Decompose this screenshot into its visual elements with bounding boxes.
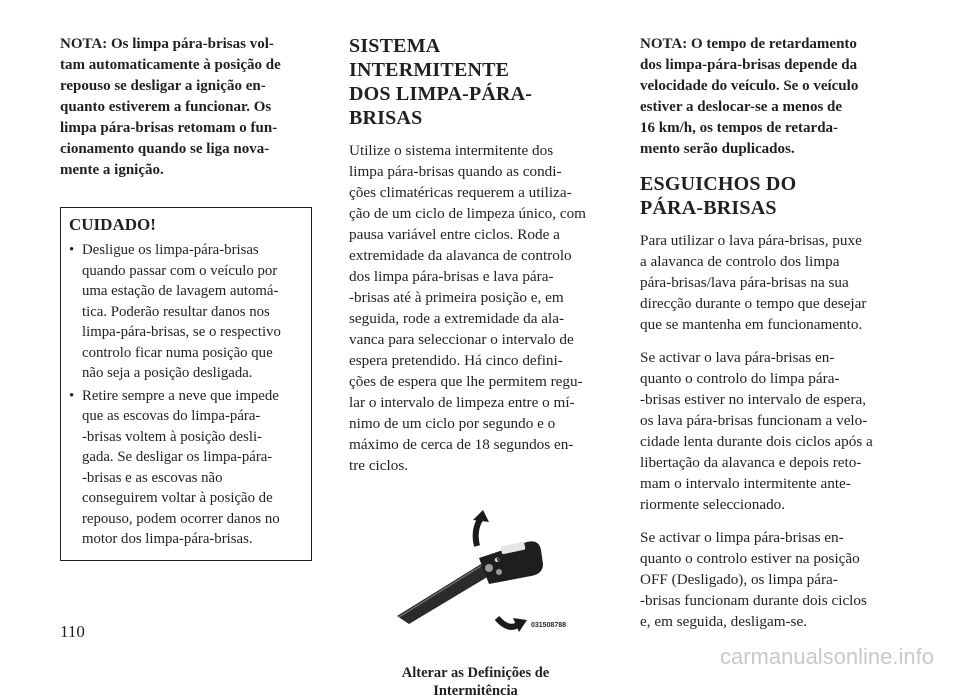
figure-code: 031508788 <box>531 622 567 629</box>
svg-text:◐: ◐ <box>493 555 501 564</box>
note-ignition: NOTA: Os limpa pára-brisas vol- tam automaticamente à posição de repouso se desligar a ignição en- quanto estiverem a funcionar. Os limpa pára-brisas retomam o fun- cionamento quando se liga nova- mente a ignição. <box>60 36 281 178</box>
watermark: carmanualsonline.info <box>719 644 934 669</box>
caution-item-text: Desligue os limpa-pára-brisas quando passar com o veículo por uma estação de lavagem automá- tica. Poderão resultar danos nos limpa-pára-brisas, se o respectivo controlo ficar numa posição que não seja a posição desligada. <box>82 242 281 381</box>
caution-item <box>67 240 305 384</box>
page-number: 110 <box>60 622 85 641</box>
caution-box <box>60 207 312 561</box>
middle-column <box>349 34 602 700</box>
section-heading-washers: ESGUICHOS DO PÁRA-BRISAS <box>640 173 797 219</box>
paragraph-intermittent: Utilize o sistema intermitente dos limpa pára-brisas quando as condi- ções climatéricas requerem a utiliza- ção de um ciclo de limpeza único, com pausa variável entre ciclos. Rode a extremidade da alavanca de controlo dos limpa pára-brisas e lava pára- -brisas até à primeira posição e, em seguida, rode a extremidade da ala- vanca para seleccionar o intervalo de espera pretendido. Há cinco defini- ções de espera que lhe permitem regu- lar o intervalo de limpeza entre o mí- nimo de um ciclo por segundo e o máximo de cerca de 18 segundos en- tre ciclos. <box>349 142 587 474</box>
right-column <box>640 34 896 644</box>
section-heading-intermittent: SISTEMA INTERMITENTE DOS LIMPA-PÁRA-BRISAS <box>349 35 533 129</box>
note-delay: NOTA: O tempo de retardamento dos limpa-pára-brisas depende da velocidade do veículo. Se o veículo estiver a deslocar-se a menos de 16 km/h, os tempos de retarda- mento serão duplicados. <box>640 36 859 157</box>
bullet-icon: • <box>69 242 75 258</box>
paragraph-washers-3: Se activar o limpa pára-brisas en- quanto o controlo estiver na posição OFF (Desligado), os limpa pára- -brisas funcionam durante dois ciclos e, em seguida, desligam-se. <box>640 529 867 630</box>
caution-title: CUIDADO! <box>69 215 156 234</box>
paragraph-washers-1: Para utilizar o lava pára-brisas, puxe a alavanca de controlo dos limpa pára-brisas/lava pára-brisas na sua direcção durante o tempo que desejar que se mantenha em funcionamento. <box>640 232 867 333</box>
left-column <box>60 34 312 561</box>
figure-caption: Alterar as Definições de Intermitência <box>401 665 550 699</box>
caution-item <box>67 386 305 550</box>
wiper-stalk-figure <box>349 506 602 676</box>
caution-item-text: Retire sempre a neve que impede que as escovas do limpa-pára- -brisas voltem à posição desli- gada. Se desligar os limpa-pára- -brisas e as escovas não conseguirem voltar à posição de repouso, podem ocorrer danos no motor dos limpa-pára-brisas. <box>82 387 280 547</box>
bullet-icon: • <box>69 387 75 404</box>
paragraph-washers-2: Se activar o lava pára-brisas en- quanto o controlo do limpa pára- -brisas estiver no intervalo de espera, os lava pára-brisas funcionam a velo- cidade lenta durante dois ciclos após a libertação da alavanca e depois reto- mam o intervalo intermitente ante- riormente seleccionado. <box>640 349 873 513</box>
